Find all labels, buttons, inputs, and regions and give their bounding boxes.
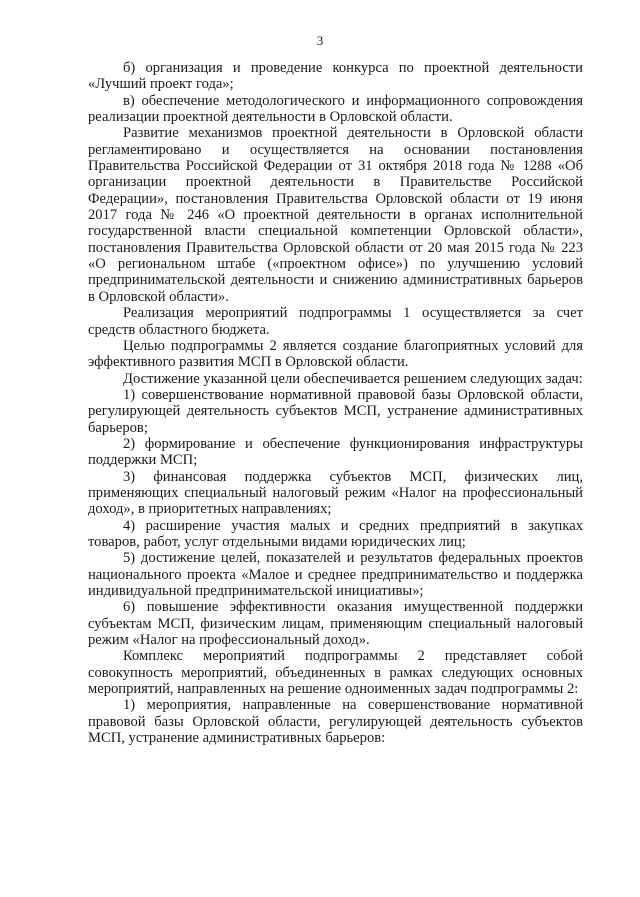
paragraph-activities-complex: Комплекс мероприятий подпрограммы 2 представляет собой совокупность мероприятий, объединенных в рамках следующих основных мероприятий, направленных на решение одноименных задач подпрограммы 2:: [88, 648, 583, 698]
paragraph-item-b: б) организация и проведение конкурса по проектной деятельности «Лучший проект года»;: [88, 60, 583, 93]
paragraph-tasks-intro: Достижение указанной цели обеспечивается решением следующих задач:: [123, 370, 583, 387]
paragraph-activity-1: 1) мероприятия, направленные на совершенствование нормативной правовой базы Орловской области, регулирующей деятельность субъектов МСП, устранение административных барьеров:: [88, 697, 583, 747]
paragraph-task-1: 1) совершенствование нормативной правовой базы Орловской области, регулирующей деятельность субъектов МСП, устранение административных барьеров;: [88, 386, 583, 436]
page-number: 3: [316, 33, 324, 48]
document-body: [88, 60, 583, 746]
paragraph-item-v: в) обеспечение методологического и информационного сопровождения реализации проектной деятельности в Орловской области.: [88, 92, 583, 126]
paragraph-task-6: 6) повышение эффективности оказания имущественной поддержки субъектам МСП, физическим лицам, применяющим специальный налоговый режим «Налог на профессиональный доход».: [88, 599, 583, 649]
paragraph-task-2: 2) формирование и обеспечение функционирования инфраструктуры поддержки МСП;: [88, 435, 583, 469]
paragraph-task-4: 4) расширение участия малых и средних предприятий в закупках товаров, работ, услуг отдельными видами юридических лиц;: [88, 517, 583, 550]
paragraph-task-3: 3) финансовая поддержка субъектов МСП, физических лиц, применяющих специальный налоговый режим «Налог на профессиональный доход», в приоритетных направлениях;: [88, 468, 583, 518]
paragraph-project-mechanisms: Развитие механизмов проектной деятельности в Орловской области регламентировано и осуществляется на основании постановления Правительства Российской Федерации от 31 октября 2018 года № 1288 «Об организации проектной деятельности в Правительстве Российской Федерации», постановления Правительства Орловской области от 19 июня 2017 года № 246 «О проектной деятельности в органах исполнительной государственной власти специальной компетенции Орловской области», постановления Правительства Орловской области от 20 мая 2015 года № 223 «О региональном штабе («проектном офисе») по улучшению условий предпринимательской деятельности и снижению административных барьеров в Орловской области».: [88, 125, 583, 305]
paragraph-task-5: 5) достижение целей, показателей и результатов федеральных проектов национального проекта «Малое и среднее предпринимательство и поддержка индивидуальной предпринимательской инициативы»;: [88, 550, 583, 599]
paragraph-subprogram-2-goal: Целью подпрограммы 2 является создание благоприятных условий для эффективного развития МСП в Орловской области.: [88, 337, 583, 371]
paragraph-subprogram-1-funding: Реализация мероприятий подпрограммы 1 осуществляется за счет средств областного бюджета.: [88, 305, 583, 338]
